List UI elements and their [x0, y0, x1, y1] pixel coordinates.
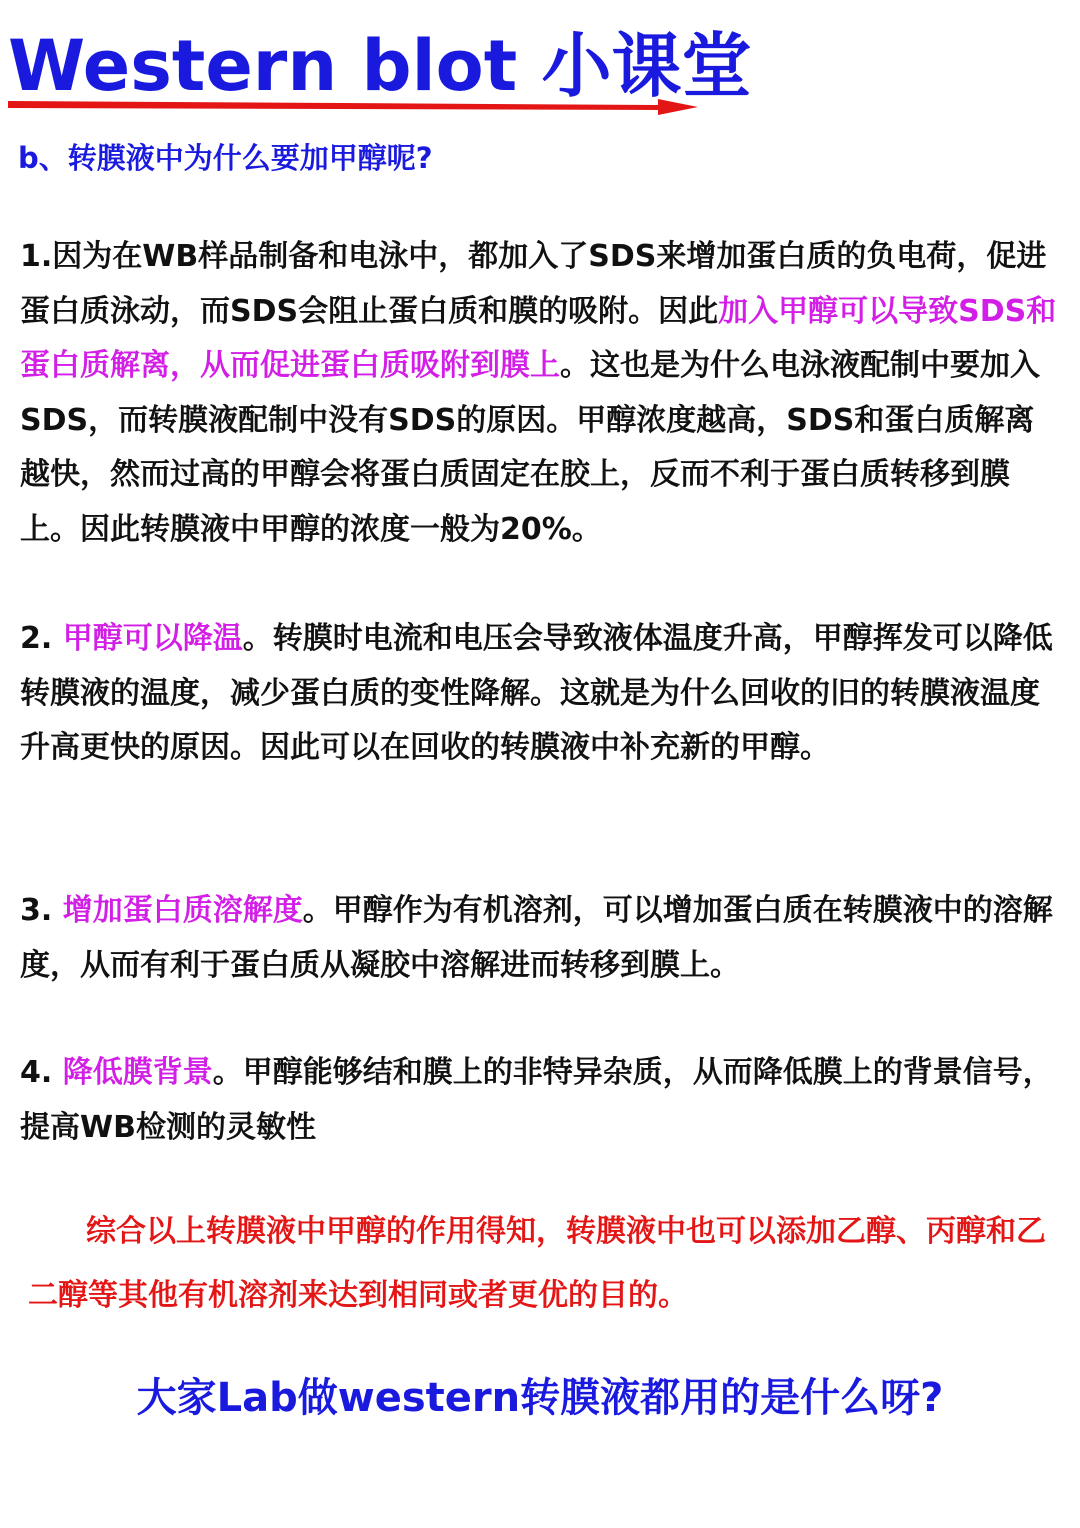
point-2-highlight: 甲醇可以降温: [62, 621, 243, 656]
point-1-text-a: 1.因为在WB样品制备和电泳中，都加入了SDS来增加蛋白质的负电荷，促进蛋白质泳动，而SDS会阻止蛋白质和膜的吸附。因此: [20, 239, 1047, 329]
point-2-text: 。转膜时电流和电压会导致液体温度升高，甲醇挥发可以降低转膜液的温度，减少蛋白质的变性降解。这就是为什么回收的旧的转膜液温度升高更快的原因。因此可以在回收的转膜液中补充新的甲醇。: [20, 621, 1053, 765]
point-4-number: 4.: [20, 1055, 63, 1090]
section-subtitle: b、转膜液中为什么要加甲醇呢?: [18, 141, 433, 175]
point-4-text: 。甲醇能够结和膜上的非特异杂质，从而降低膜上的背景信号，提高WB检测的灵敏性: [20, 1055, 1053, 1145]
point-4-highlight: 降低膜背景: [62, 1055, 213, 1090]
summary-paragraph: 综合以上转膜液中甲醇的作用得知，转膜液中也可以添加乙醇、丙醇和乙二醇等其他有机溶剂来达到相同或者更优的目的。: [28, 1214, 1046, 1313]
point-4-paragraph: [20, 1046, 1062, 1155]
arrow-shape: [8, 99, 698, 115]
point-3-paragraph: [20, 884, 1062, 993]
point-3-text: 。甲醇作为有机溶剂，可以增加蛋白质在转膜液中的溶解度，从而有利于蛋白质从凝胶中溶解进而转移到膜上。: [20, 893, 1053, 983]
point-3-highlight: 增加蛋白质溶解度: [62, 893, 303, 928]
point-2-paragraph: [20, 612, 1062, 776]
title-underline-arrow: [8, 97, 698, 117]
point-2-number: 2.: [20, 621, 63, 656]
page-title: Western blot 小课堂: [8, 25, 752, 107]
point-1-highlight: 加入甲醇可以导致SDS和蛋白质解离，从而促进蛋白质吸附到膜上: [20, 293, 1057, 383]
point-3-number: 3.: [20, 893, 63, 928]
point-1-paragraph: [20, 230, 1062, 557]
closing-question: 大家Lab做western转膜液都用的是什么呀?: [136, 1375, 944, 1421]
point-1-text-b: 。这也是为什么电泳液配制中要加入SDS，而转膜液配制中没有SDS的原因。甲醇浓度越高，SDS和蛋白质解离越快，然而过高的甲醇会将蛋白质固定在胶上，反而不利于蛋白质转移到膜上。因此转膜液中甲醇的浓度一般为20%。: [20, 348, 1040, 547]
